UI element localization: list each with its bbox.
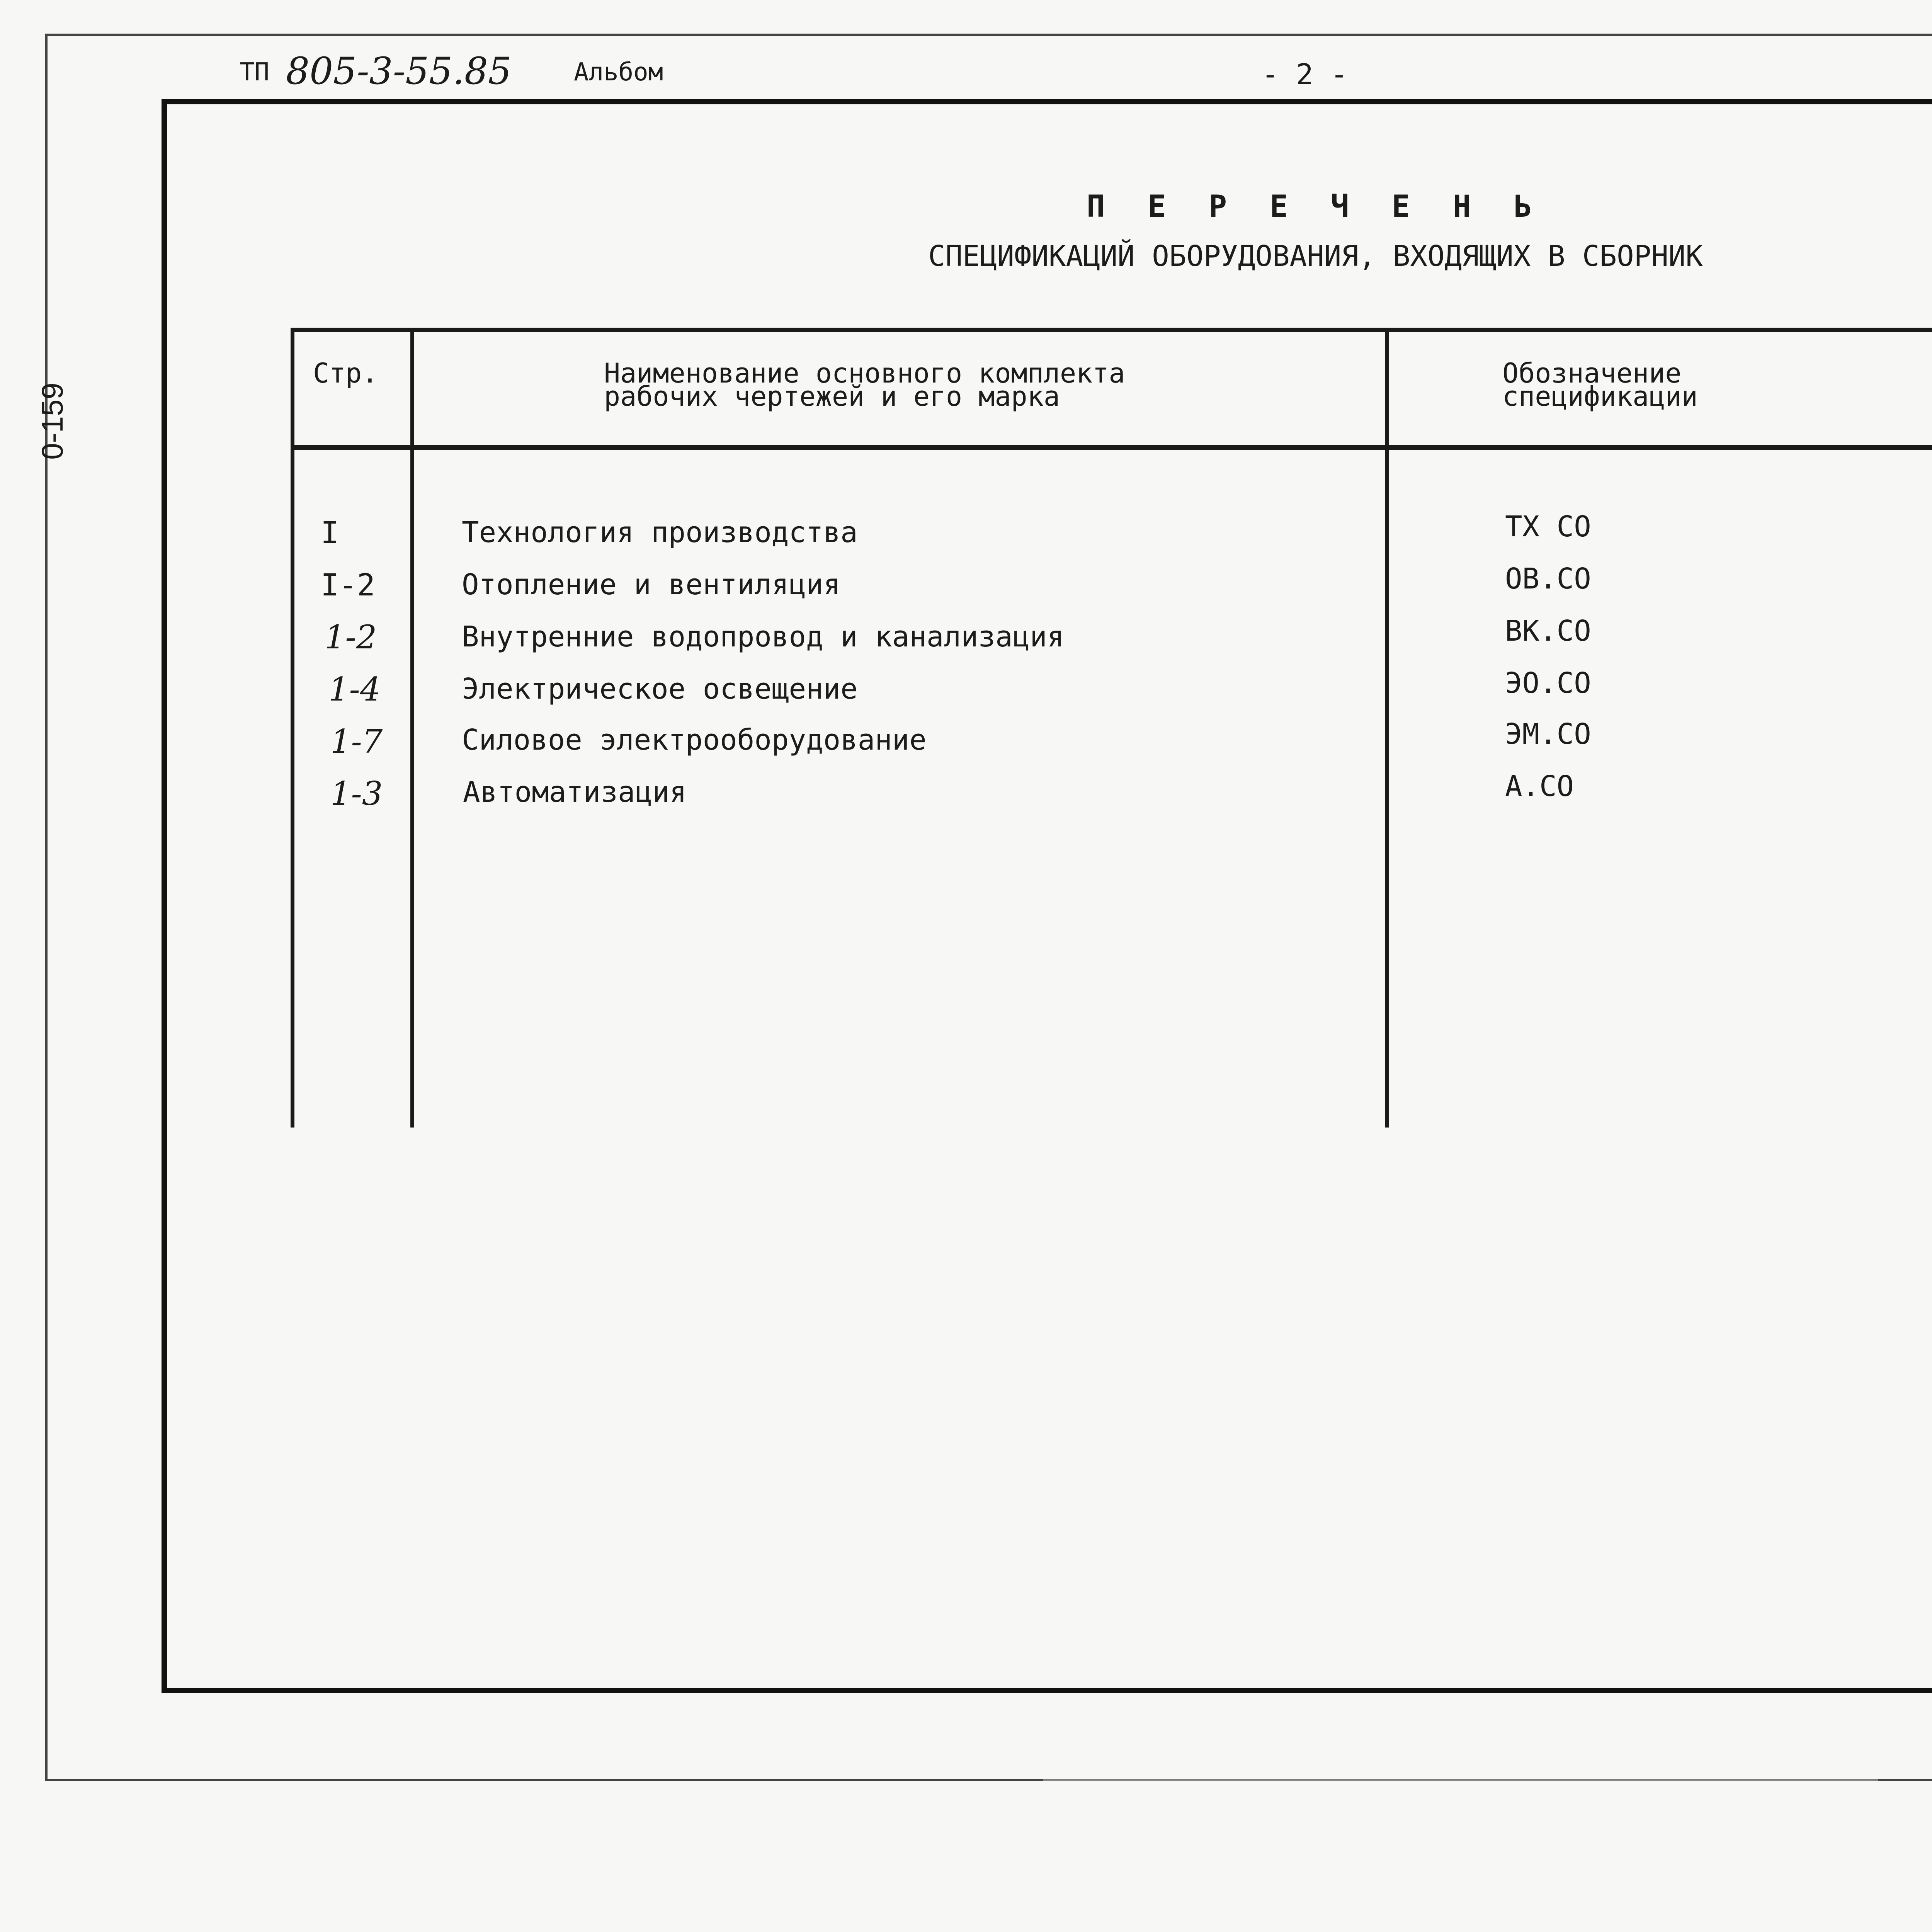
side-label-text: 0-159 — [35, 383, 69, 460]
row-page: 1-4 — [328, 670, 381, 708]
row-designation: ТХ СО — [1505, 510, 1591, 543]
row-page: 1-3 — [330, 775, 383, 813]
side-label-rotated — [35, 344, 73, 498]
row-name: Внутренние водопровод и канализация — [462, 620, 1065, 653]
table-top-border — [291, 328, 1932, 332]
row-name: Силовое электрооборудование — [462, 723, 927, 757]
header-name-line2: рабочих чертежей и его марка — [604, 381, 1060, 412]
table-left-border — [291, 328, 294, 1128]
page-title: П Е Р Е Ч Е Н Ь — [1087, 189, 1544, 224]
album-label: Альбом — [574, 58, 663, 87]
row-designation: А.СО — [1505, 770, 1574, 803]
header-designation-line1: Обозначение — [1502, 357, 1682, 389]
col-divider-1 — [410, 328, 414, 1128]
doc-prefix: ТП — [240, 58, 270, 87]
row-designation: ОВ.СО — [1505, 562, 1591, 595]
page-subtitle: СПЕЦИФИКАЦИЙ ОБОРУДОВАНИЯ, ВХОДЯЩИХ В СБОРНИК — [928, 240, 1703, 273]
header-designation-line2: спецификации — [1502, 381, 1698, 412]
row-name: Автоматизация — [463, 776, 687, 809]
page-number: - 2 - — [1262, 58, 1348, 91]
row-name: Технология производства — [462, 516, 858, 549]
row-page: 1-2 — [325, 618, 377, 656]
header-page: Стр. — [313, 357, 378, 389]
scan-mark — [1043, 1779, 1878, 1781]
row-page: 1-7 — [330, 723, 383, 760]
row-page: I — [321, 516, 339, 551]
row-name: Электрическое освещение — [462, 672, 858, 706]
col-divider-2 — [1385, 328, 1389, 1128]
row-designation: ВК.СО — [1505, 614, 1591, 648]
header-name-line1: Наименование основного комплекта — [604, 357, 1125, 389]
row-designation: ЭО.СО — [1505, 667, 1591, 700]
doc-code: 805-3-55.85 — [286, 49, 512, 93]
row-designation: ЭМ.СО — [1505, 718, 1591, 751]
table-header-border — [291, 445, 1932, 450]
row-page: I-2 — [321, 568, 375, 603]
row-name: Отопление и вентиляция — [462, 568, 841, 601]
inner-frame — [162, 99, 1932, 1693]
